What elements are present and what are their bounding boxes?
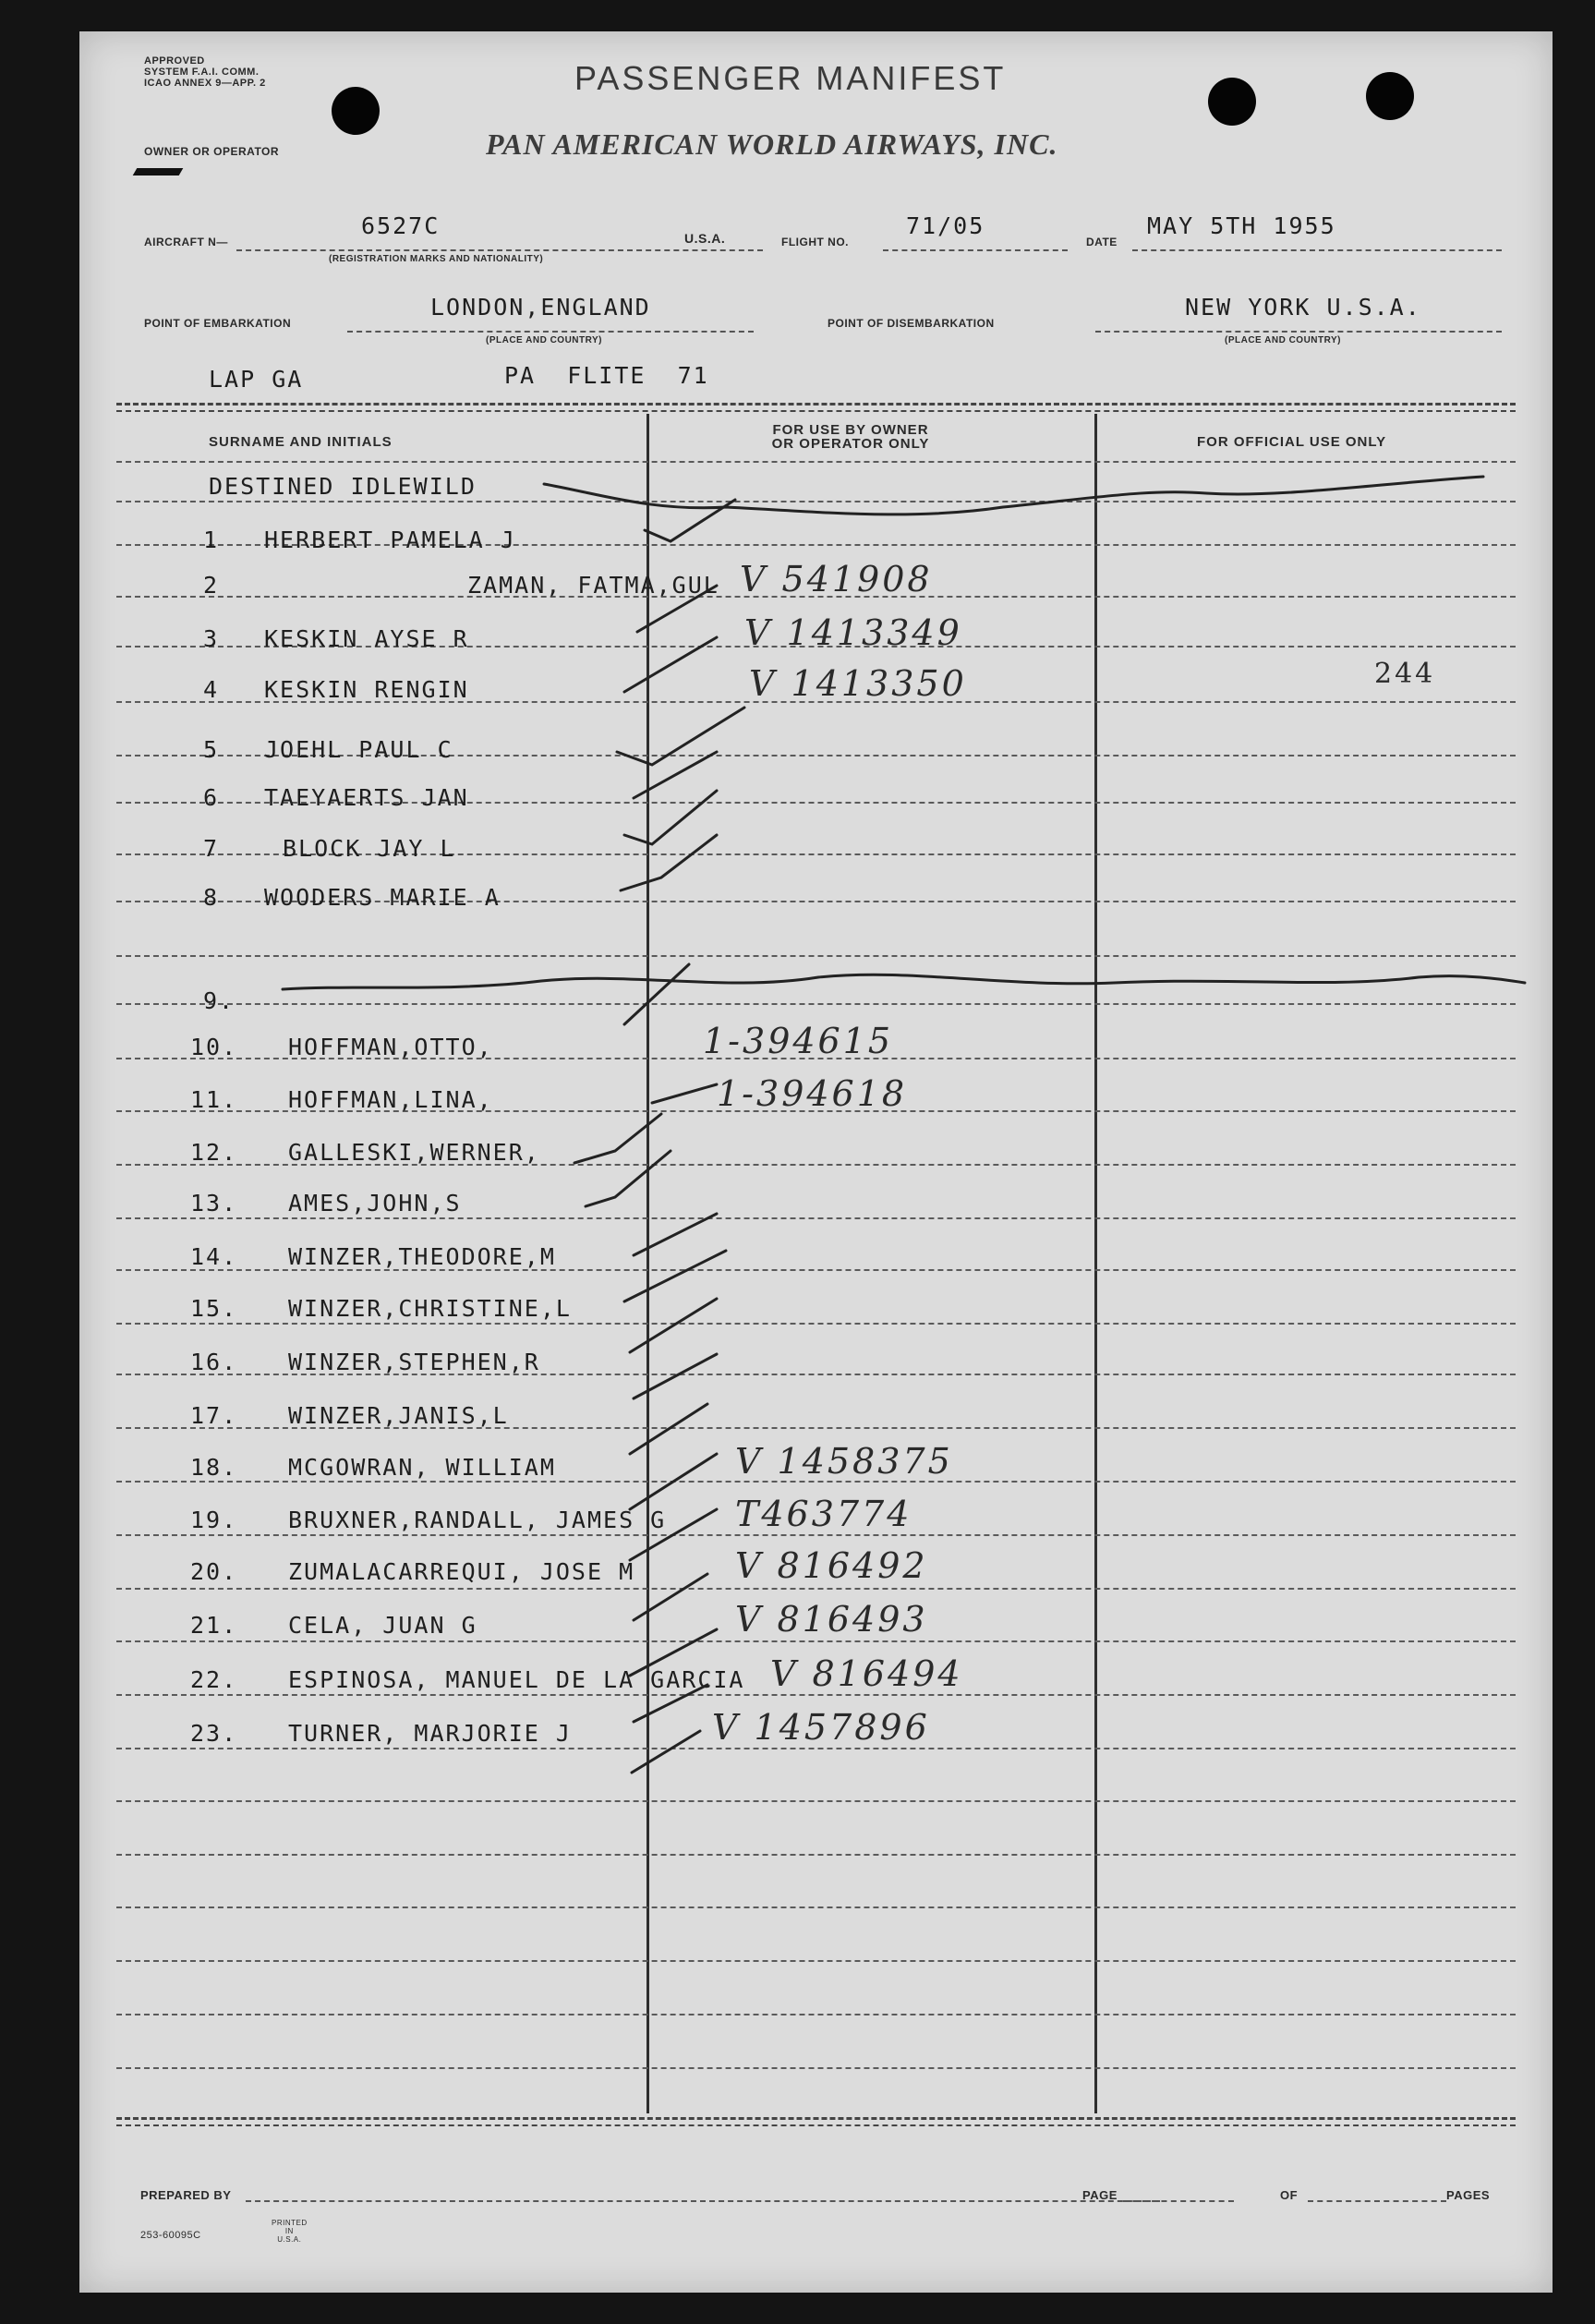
strike-through-line (283, 974, 1525, 989)
passenger-name: ESPINOSA, MANUEL DE LA GARCIA (288, 1666, 745, 1693)
date-label: DATE (1086, 236, 1118, 248)
passenger-name: HERBERT PAMELA J (264, 527, 516, 553)
prepared-by-label: PREPARED BY (140, 2188, 232, 2202)
passenger-number: 15. (190, 1295, 238, 1322)
note-left: LAP GA (209, 366, 304, 393)
passenger-number: 7 (203, 835, 220, 862)
destined-label: DESTINED IDLEWILD (209, 473, 477, 500)
pages-label: PAGES (1446, 2188, 1491, 2202)
passenger-name: MCGOWRAN, WILLIAM (288, 1454, 556, 1481)
passenger-number: 21. (190, 1612, 238, 1639)
usa-label: U.S.A. (684, 231, 726, 246)
embarkation-caption: (PLACE AND COUNTRY) (486, 335, 602, 345)
column-header-official-use: FOR OFFICIAL USE ONLY (1197, 434, 1387, 450)
passenger-number: 3 (203, 625, 220, 652)
passenger-document-number: V 1413349 (744, 612, 962, 653)
passenger-number: 11. (190, 1086, 238, 1113)
passenger-document-number: V 541908 (740, 559, 933, 599)
approval-stamp: APPROVED SYSTEM F.A.I. COMM. ICAO ANNEX 9—APP. 2 (144, 55, 266, 89)
passenger-number: 17. (190, 1402, 238, 1429)
passenger-name: TAEYAERTS JAN (264, 784, 469, 811)
passenger-name: BLOCK JAY L (283, 835, 456, 862)
strike-through-line (544, 477, 1483, 514)
column-header-owner-use: FOR USE BY OWNER OR OPERATOR ONLY (771, 422, 930, 452)
page-label: PAGE (1082, 2188, 1118, 2202)
passenger-number: 10. (190, 1034, 238, 1060)
passenger-document-number: V 1413350 (749, 663, 967, 704)
passenger-number: 14. (190, 1243, 238, 1270)
form-title: PASSENGER MANIFEST (574, 59, 1007, 97)
passenger-number: 22. (190, 1666, 238, 1693)
passenger-number: 8 (203, 884, 220, 911)
passenger-name: WINZER,STEPHEN,R (288, 1349, 540, 1375)
manifest-sheet (79, 31, 1553, 2293)
disembarkation-value: NEW YORK U.S.A. (1185, 294, 1421, 321)
passenger-document-number: V 816494 (770, 1653, 963, 1694)
disembarkation-label: POINT OF DISEMBARKATION (828, 317, 995, 330)
passenger-name: ZUMALACARREQUI, JOSE M (288, 1558, 635, 1585)
passenger-name: AMES,JOHN,S (288, 1190, 462, 1216)
passenger-document-number: V 1458375 (735, 1441, 953, 1482)
passenger-document-number: V 816493 (735, 1599, 928, 1640)
form-code: 253-60095C (140, 2230, 201, 2241)
passenger-name: WINZER,JANIS,L (288, 1402, 509, 1429)
passenger-number: 1 (203, 527, 220, 553)
handwritten-marks (79, 31, 1553, 2293)
passenger-document-number: V 816492 (735, 1545, 928, 1586)
passenger-number: 13. (190, 1190, 238, 1216)
disembarkation-caption: (PLACE AND COUNTRY) (1225, 335, 1341, 345)
printed-in-usa: PRINTED IN U.S.A. (272, 2219, 308, 2244)
passenger-document-number: V 1457896 (712, 1707, 930, 1748)
passenger-name: KESKIN RENGIN (264, 676, 469, 703)
passenger-number: 20. (190, 1558, 238, 1585)
aircraft-number: 6527C (361, 212, 441, 239)
passenger-name: WINZER,CHRISTINE,L (288, 1295, 572, 1322)
embarkation-value: LONDON,ENGLAND (430, 294, 651, 321)
passenger-name: HOFFMAN,OTTO, (288, 1034, 493, 1060)
passenger-number: 16. (190, 1349, 238, 1375)
passenger-name: HOFFMAN,LINA, (288, 1086, 493, 1113)
passenger-number: 19. (190, 1507, 238, 1533)
passenger-name: KESKIN AYSE R (264, 625, 469, 652)
passenger-number: 2 (203, 572, 220, 599)
passenger-name: WOODERS MARIE A (264, 884, 501, 911)
passenger-name: CELA, JUAN G (288, 1612, 477, 1639)
passenger-name: TURNER, MARJORIE J (288, 1720, 572, 1747)
flight-label: FLIGHT NO. (781, 236, 849, 248)
passenger-number: 9. (203, 987, 236, 1014)
passenger-name: GALLESKI,WERNER, (288, 1139, 540, 1166)
passenger-name: ZAMAN, FATMA,GUL (467, 572, 719, 599)
aircraft-label: AIRCRAFT N— (144, 236, 228, 248)
column-header-surname: SURNAME AND INITIALS (209, 434, 393, 450)
owner-label: OWNER OR OPERATOR (144, 145, 280, 158)
passenger-name: BRUXNER,RANDALL, JAMES G (288, 1507, 667, 1533)
passenger-name: JOEHL PAUL C (264, 736, 453, 763)
airline-name: PAN AMERICAN WORLD AIRWAYS, INC. (486, 127, 1058, 161)
flight-number: 71/05 (906, 212, 985, 239)
note-right: PA FLITE 71 (504, 362, 709, 389)
date-value: MAY 5TH 1955 (1147, 212, 1336, 239)
passenger-number: 12. (190, 1139, 238, 1166)
passenger-number: 5 (203, 736, 220, 763)
passenger-number: 4 (203, 676, 220, 703)
passenger-name: WINZER,THEODORE,M (288, 1243, 556, 1270)
passenger-number: 23. (190, 1720, 238, 1747)
passenger-number: 18. (190, 1454, 238, 1481)
passenger-document-number: 1-394615 (703, 1021, 894, 1061)
passenger-number: 6 (203, 784, 220, 811)
passenger-document-number: T463774 (735, 1494, 912, 1534)
passenger-document-number: 1-394618 (717, 1073, 908, 1114)
registration-caption: (REGISTRATION MARKS AND NATIONALITY) (329, 254, 544, 264)
official-note: 244 (1374, 658, 1436, 690)
of-label: OF (1280, 2188, 1299, 2202)
embarkation-label: POINT OF EMBARKATION (144, 317, 292, 330)
